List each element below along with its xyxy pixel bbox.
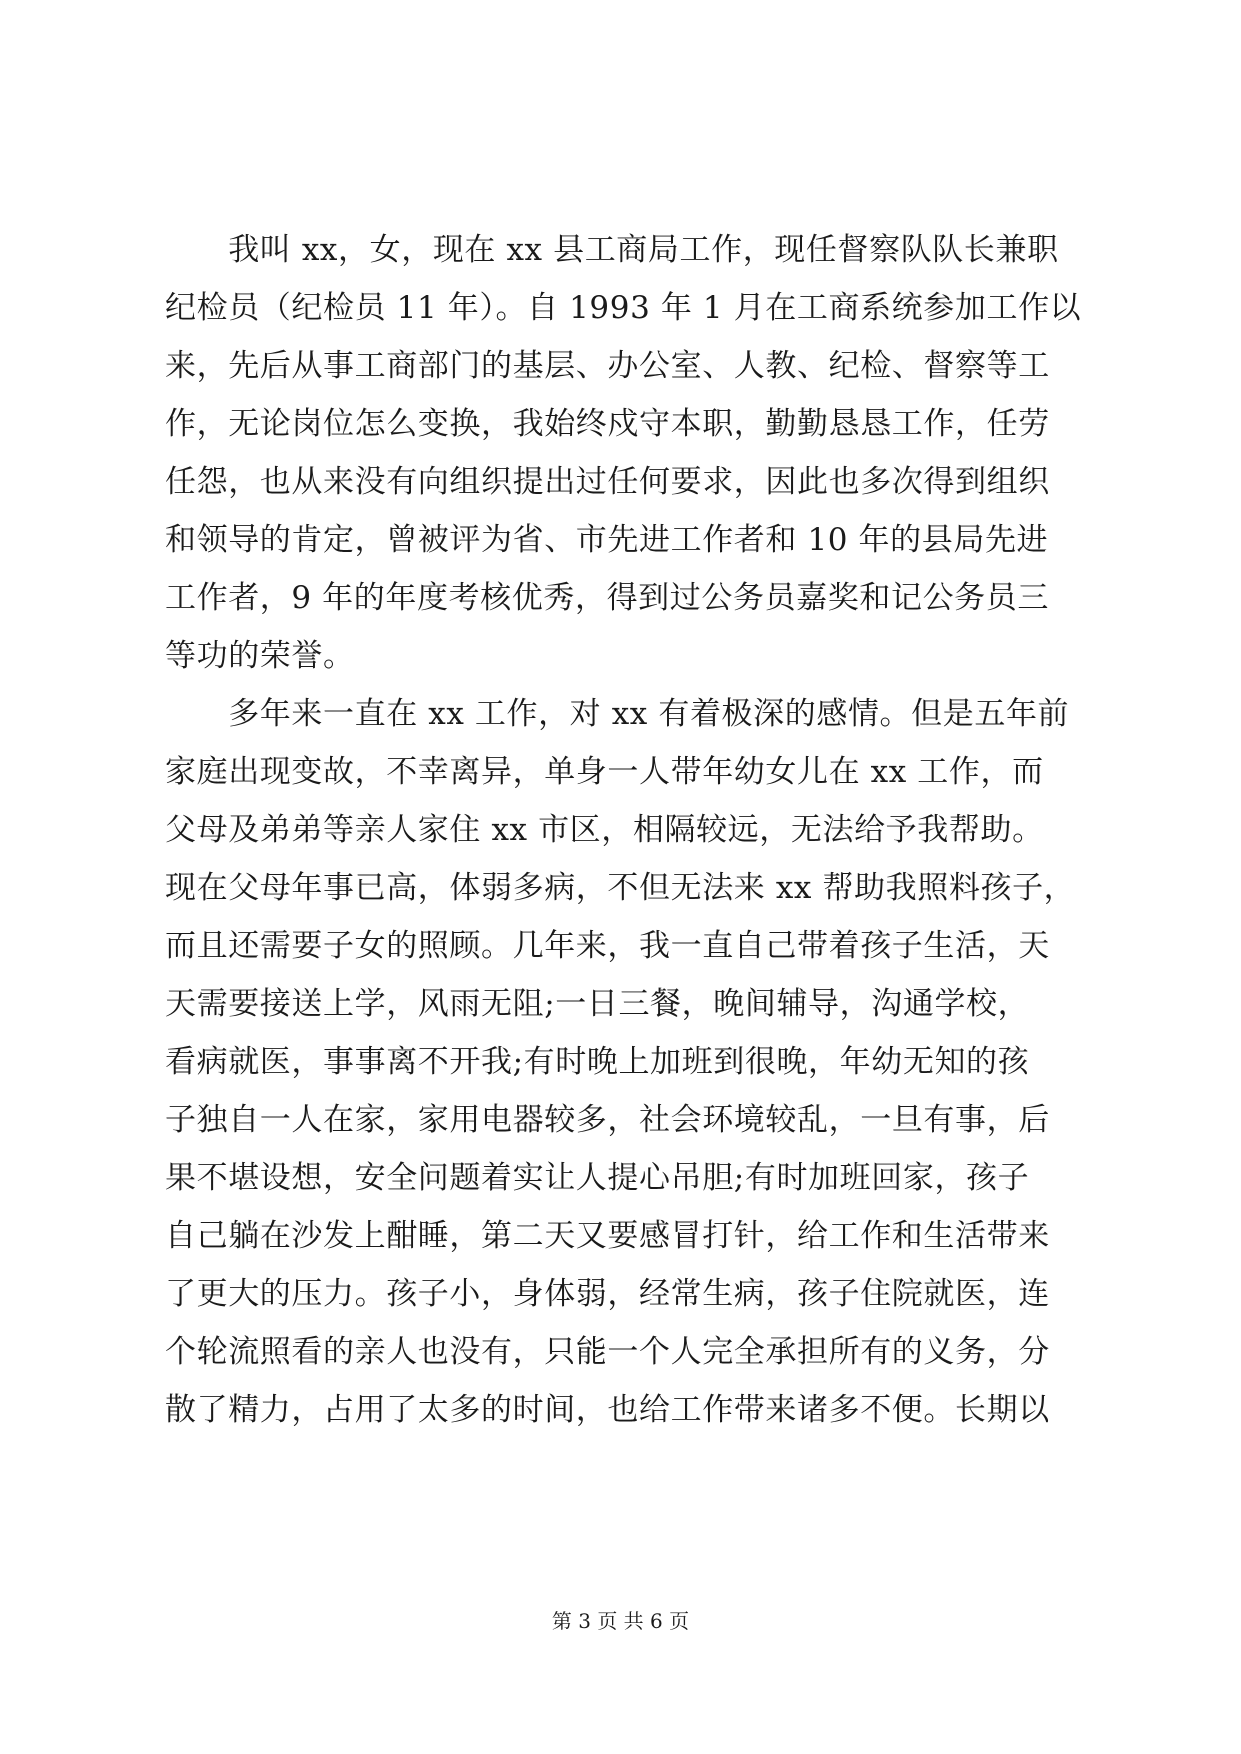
text-line: 散了精力，占用了太多的时间，也给工作带来诸多不便。长期以: [165, 1392, 1050, 1428]
text-line: 和领导的肯定，曾被评为省、市先进工作者和 10 年的县局先进: [165, 522, 1049, 558]
text-line: 果不堪设想，安全问题着实让人提心吊胆;有时加班回家，孩子: [165, 1160, 1030, 1196]
page-number-footer: 第 3 页 共 6 页: [551, 1609, 690, 1633]
text-line: 自己躺在沙发上酣睡，第二天又要感冒打针，给工作和生活带来: [165, 1218, 1050, 1254]
text-line: 任怨，也从来没有向组织提出过任何要求，因此也多次得到组织: [165, 464, 1050, 500]
text-line: 个轮流照看的亲人也没有，只能一个人完全承担所有的义务，分: [165, 1334, 1050, 1370]
text-line: 而且还需要子女的照顾。几年来，我一直自己带着孩子生活，天: [165, 928, 1050, 964]
text-line: 我叫 xx，女，现在 xx 县工商局工作，现任督察队队长兼职: [165, 232, 1059, 268]
text-line: 多年来一直在 xx 工作，对 xx 有着极深的感情。但是五年前: [165, 696, 1070, 732]
text-line: 了更大的压力。孩子小，身体弱，经常生病，孩子住院就医，连: [165, 1276, 1050, 1312]
text-line: 等功的荣誉。: [165, 638, 355, 674]
text-line: 家庭出现变故，不幸离异，单身一人带年幼女儿在 xx 工作，而: [165, 754, 1044, 790]
text-line: 父母及弟弟等亲人家住 xx 市区，相隔较远，无法给予我帮助。: [165, 812, 1044, 848]
text-line: 现在父母年事已高，体弱多病，不但无法来 xx 帮助我照料孩子，: [165, 870, 1076, 906]
text-line: 来，先后从事工商部门的基层、办公室、人教、纪检、督察等工: [165, 348, 1050, 384]
text-line: 子独自一人在家，家用电器较多，社会环境较乱，一旦有事，后: [165, 1102, 1050, 1138]
text-line: 工作者，9 年的年度考核优秀，得到过公务员嘉奖和记公务员三: [165, 580, 1049, 616]
text-line: 纪检员（纪检员 11 年）。自 1993 年 1 月在工商系统参加工作以: [165, 290, 1082, 326]
text-line: 天需要接送上学，风雨无阻;一日三餐，晚间辅导，沟通学校，: [165, 986, 1030, 1022]
text-line: 看病就医，事事离不开我;有时晚上加班到很晚，年幼无知的孩: [165, 1044, 1030, 1080]
text-line: 作，无论岗位怎么变换，我始终戍守本职，勤勤恳恳工作，任劳: [165, 406, 1050, 442]
